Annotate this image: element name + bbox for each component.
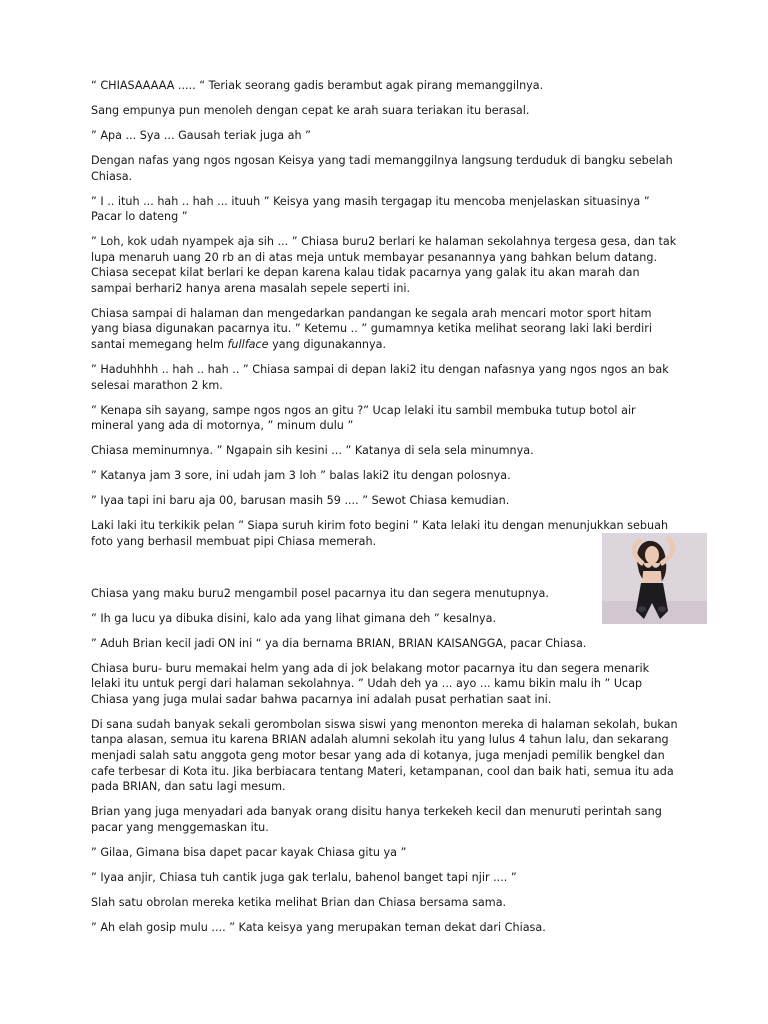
paragraph-10: Chiasa meminumnya. ” Ngapain sih kesini ... ” Katanya di sela sela minumnya.	[91, 444, 534, 458]
paragraph-4: Dengan nafas yang ngos ngosan Keisya yang tadi memanggilnya langsung terduduk di bangku sebelah Chiasa.	[91, 153, 673, 183]
paragraph-9: ” Kenapa sih sayang, sampe ngos ngos an gitu ?” Ucap lelaki itu sambil membuka tutup botol air mineral yang ada di motornya, ” minum dulu ”	[91, 403, 636, 433]
paragraph-23: ” Ah elah gosip mulu .... ” Kata keisya yang merupakan teman dekat dari Chiasa.	[91, 920, 546, 934]
paragraph-8: ” Haduhhhh .. hah .. hah .. ” Chiasa sampai di depan laki2 itu dengan nafasnya yang ngos ngos an bak selesai marathon 2 km.	[91, 363, 669, 392]
paragraph-1: “ CHIASAAAAA ..... “ Teriak seorang gadis berambut agak pirang memanggilnya.	[91, 79, 544, 92]
paragraph-16: ” Aduh Brian kecil jadi ON ini “ ya dia bernama BRIAN, BRIAN KAISANGGA, pacar Chiasa.	[91, 636, 587, 650]
paragraph-3: ” Apa ... Sya ... Gausah teriak juga ah ”	[91, 128, 311, 142]
paragraph-12: ” Iyaa tapi ini baru aja 00, barusan masih 59 .... ” Sewot Chiasa kemudian.	[91, 494, 510, 508]
paragraph-17: Chiasa buru- buru memakai helm yang ada di jok belakang motor pacarnya itu dan segera menarik lelaki itu untuk pergi dari halaman sekolahnya. ” Udah deh ya ... ayo ... kamu bikin malu ih ” Ucap Chiasa yang juga mulai sadar bahwa pacarnya ini adalah pusat perhatian saat ini.	[91, 661, 650, 706]
paragraph-2: Sang empunya pun menoleh dengan cepat ke arah suara teriakan itu berasal.	[91, 103, 530, 117]
woman-photo-icon	[602, 533, 707, 624]
paragraph-19: Brian yang juga menyadari ada banyak orang disitu hanya terkekeh kecil dan menuruti perintah sang pacar yang menggemaskan itu.	[91, 805, 662, 834]
face-shape	[645, 546, 659, 564]
paragraph-11: ” Katanya jam 3 sore, ini udah jam 3 loh ” balas laki2 itu dengan polosnya.	[91, 469, 511, 483]
paragraph-15: ” Ih ga lucu ya dibuka disini, kalo ada yang lihat gimana deh ” kesalnya.	[91, 611, 497, 625]
paragraph-13: Laki laki itu terkikik pelan ” Siapa suruh kirim foto begini ” Kata lelaki itu dengan menunjukkan sebuah foto yang berhasil membuat pipi Chiasa memerah.	[91, 519, 669, 548]
paragraph-7-start: Chiasa sampai di halaman dan mengedarkan pandangan ke segala arah mencari motor sport hitam yang biasa digunakan pacarnya itu. ” Ketemu .. ” gumamnya ketika melihat seorang laki laki berdiri santai memegang helm	[91, 306, 652, 352]
paragraph-5: ” I .. ituh ... hah .. hah ... ituuh ” Keisya yang masih tergagap itu mencoba menjelaskan situasinya ” Pacar lo dateng ”	[91, 194, 650, 224]
paragraph-14: Chiasa yang maku buru2 mengambil posel pacarnya itu dan segera menutupnya.	[91, 586, 549, 600]
image-spacer	[91, 559, 681, 586]
inline-photo	[602, 533, 707, 624]
paragraph-7-end: yang digunakannya.	[268, 338, 387, 352]
paragraph-22: Slah satu obrolan mereka ketika melihat Brian dan Chiasa bersama sama.	[91, 895, 507, 909]
knee-highlight	[638, 606, 646, 612]
paragraph-18: Di sana sudah banyak sekali gerombolan siswa siswi yang menonton mereka di halaman sekolah, bukan tanpa alasan, semua itu karena BRIAN adalah alumni sekolah itu yang lulus 4 tahun lalu, dan sekarang menjadi salah satu anggota geng motor besar yang ada di kotanya, juga menjadi pemilik bengkel dan cafe terbesar di Kota itu. Jika berbiacara tentang Materi, ketampanan, cool dan baik hati, semua itu ada pada BRIAN, dan satu lagi mesum.	[91, 717, 678, 794]
document-body	[91, 78, 681, 945]
paragraph-21: ” Iyaa anjir, Chiasa tuh cantik juga gak terlalu, bahenol banget tapi njir .... ”	[91, 870, 517, 884]
paragraph-20: ” Gilaa, Gimana bisa dapet pacar kayak Chiasa gitu ya ”	[91, 845, 407, 859]
paragraph-7	[91, 306, 681, 353]
paragraph-7-emphasis: fullface	[227, 338, 269, 352]
knee-highlight-2	[658, 606, 666, 612]
paragraph-6: ” Loh, kok udah nyampek aja sih ... ” Chiasa buru2 berlari ke halaman sekolahnya tergesa gesa, dan tak lupa menaruh uang 20 rb an di atas meja untuk membayar pesanannya yang bahkan belum datang. Chiasa secepat kilat berlari ke depan karena kalau tidak pacarnya yang galak itu akan marah dan sampai berhari2 hanya arena masalah sepele seperti ini.	[91, 235, 677, 295]
